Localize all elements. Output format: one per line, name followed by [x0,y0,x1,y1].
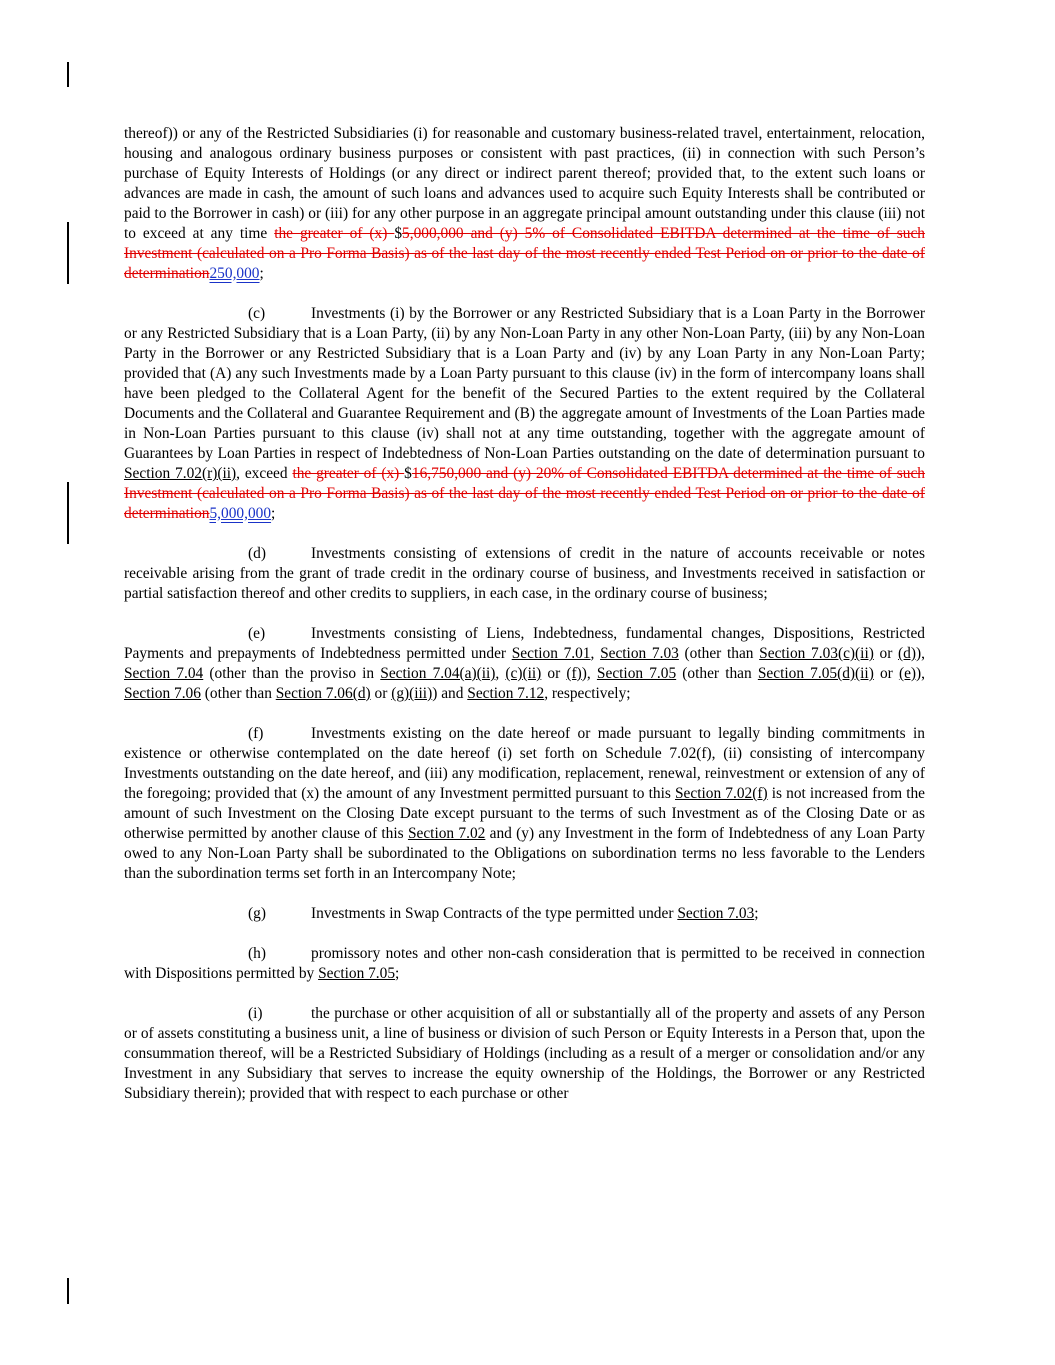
deleted-text: the greater of (x) [292,465,405,482]
clause-label: (i) [248,1005,263,1022]
section-reference: (e) [898,665,917,682]
section-reference: Section 7.06 [124,685,201,702]
section-reference: Section 7.04 [124,665,204,682]
clause-label: (g) [248,905,266,922]
change-bar-top [67,62,69,87]
inserted-text: 5,000,000 [209,505,272,522]
paragraph-g: (g) Investments in Swap Contracts of the type permitted under Section 7.03; [248,905,759,922]
clause-label: (e) [248,625,266,642]
section-reference: Section 7.02 [407,825,486,842]
section-reference: Section 7.04(a)(ii) [380,665,496,682]
clause-label: (d) [248,545,266,562]
paragraph-d: (d) Investments consisting of extensions of credit in the nature of accounts receivable or notes receivable arising from the grant of trade credit in the ordinary course of business, and Investments received in satisfaction or partial satisfaction thereof and other credits to suppliers, in each case, in the ordinary course of business; [124,545,925,602]
clause-label: (f) [248,725,264,742]
section-reference: Section 7.05 [596,665,677,682]
section-reference: (g)(iii) [391,685,433,702]
section-reference: Section 7.03 [600,645,679,662]
section-reference: (f) [566,665,582,682]
change-bar-bottom [67,1278,69,1304]
section-reference: Section 7.06(d) [275,685,371,702]
section-reference: Section 7.01 [511,645,591,662]
change-bar-para-b [67,222,69,284]
document-page [124,124,925,1104]
change-bar-para-c [67,482,69,544]
paragraph-h: (h) promissory notes and other non-cash consideration that is permitted to be received in connection with Dispositions permitted by Section 7.05; [124,945,925,982]
paragraph-f: (f) Investments existing on the date hereof or made pursuant to legally binding commitments in existence or otherwise contemplated on the date hereof (i) set forth on Schedule 7.02(f), (ii) consisting of intercompany Investments outstanding on the date hereof, and (iii) any modification, replacement, renewal, reinvestment or extension of any of the foregoing; provided that (x) the amount of any Investment permitted pursuant to this Section 7.02(f) is not increased from the amount of such Investment on the Closing Date except pursuant to the terms of such Investment as of the Closing Date or as otherwise permitted by another clause of this Section 7.02 and (y) any Investment in the form of Indebtedness of any Loan Party owed to any Non-Loan Party shall be subordinated to the Obligations on subordination terms no less favorable to the Lenders than the subordination terms set forth in an Intercompany Note; [124,725,926,882]
deleted-text: the greater of (x) [274,225,395,242]
clause-label: (c) [248,305,266,322]
paragraph-e: (e) Investments consisting of Liens, Indebtedness, fundamental changes, Dispositions, Restricted Payments and prepayments of Indebtedness permitted under Section 7.01, Section 7.03 (other than Section 7.03(c)(ii) or (d)), Section 7.04 (other than the proviso in Section 7.04(a)(ii), (c)(ii) or (f)), Section 7.05 (other than Section 7.05(d)(ii) or (e)), Section 7.06 (other than Section 7.06(d) or (g)(iii)) and Section 7.12, respectively; [124,625,926,702]
section-reference: Section 7.05(d)(ii) [757,665,874,682]
inserted-text: 250,000 [209,265,260,282]
section-reference: Section 7.03 [677,905,755,922]
section-reference: Section 7.03(c)(ii) [759,645,874,662]
paragraph-i: (i) the purchase or other acquisition of all or substantially all of the property and assets of any Person or of assets constituting a business unit, a line of business or division of such Person or Equity Interests in a Person that, upon the consummation thereof, will be a Restricted Subsidiary of Holdings (including as a result of a merger or consolidation and/or any Investment in any Subsidiary that serves to increase the equity ownership of the Holdings, the Borrower or any Restricted Subsidiary therein); provided that with respect to each purchase or other [124,1005,925,1102]
section-reference: Section 7.02(f) [675,785,768,802]
deleted-text: 5,000,000 and (y) 5% of Consolidated EBITDA determined at the time of such Investment (calculated on a Pro Forma Basis) as of the last day of the most recently ended Test Period on or prior to the date of determination [124,225,925,282]
section-reference: (c)(ii) [505,665,542,682]
section-reference: (d) [898,645,916,662]
clause-label: (h) [248,945,266,962]
paragraph-c: (c) Investments (i) by the Borrower or any Restricted Subsidiary that is a Loan Party in the Borrower or any Restricted Subsidiary that is a Loan Party, (ii) by any Non-Loan Party in any other Non-Loan Party, (iii) by any Non-Loan Party in the Borrower or any Restricted Subsidiary that is a Loan Party and (iv) by any Loan Party in any Non-Loan Party; provided that (A) any such Investments made by a Loan Party pursuant to this clause (iv) in the form of intercompany loans shall have been pledged to the Collateral Agent for the benefit of the Secured Parties to the extent required by the Collateral Documents and the Collateral and Guarantee Requirement and (B) the aggregate amount of Investments of the Loan Parties made in Non-Loan Parties pursuant to this clause (iv) shall not at any time outstanding, together with the aggregate amount of Guarantees by Loan Parties in respect of Indebtedness of Non-Loan Parties outstanding on the date of determination pursuant to Section 7.02(r)(ii), exceed the greater of (x) $16,750,000 and (y) 20% of Consolidated EBITDA determined at the time of such Investment (calculated on a Pro Forma Basis) as of the last day of the most recently ended Test Period on or prior to the date of determination5,000,000; [124,305,925,522]
section-reference: Section 7.02(r)(ii) [124,465,237,482]
paragraph-b-continued: thereof)) or any of the Restricted Subsidiaries (i) for reasonable and customary business-related travel, entertainment, relocation, housing and analogous ordinary business purposes or consistent with past practices, (ii) in connection with such Person’s purchase of Equity Interests of Holdings (or any direct or indirect parent thereof; provided that, to the extent such loans or advances are made in cash, the amount of such loans and advances used to acquire such Equity Interests shall be contributed or paid to the Borrower in cash) or (iii) for any other purpose in an aggregate principal amount outstanding under this clause (iii) not to exceed at any time the greater of (x) $5,000,000 and (y) 5% of Consolidated EBITDA determined at the time of such Investment (calculated on a Pro Forma Basis) as of the last day of the most recently ended Test Period on or prior to the date of determination250,000; [124,125,925,282]
section-reference: Section 7.05 [318,965,396,982]
section-reference: Section 7.12 [467,685,545,702]
deleted-text: 16,750,000 and (y) 20% of Consolidated EBITDA determined at the time of such Investment (calculated on a Pro Forma Basis) as of the last day of the most recently ended Test Period on or prior to the date of determination [124,465,925,522]
